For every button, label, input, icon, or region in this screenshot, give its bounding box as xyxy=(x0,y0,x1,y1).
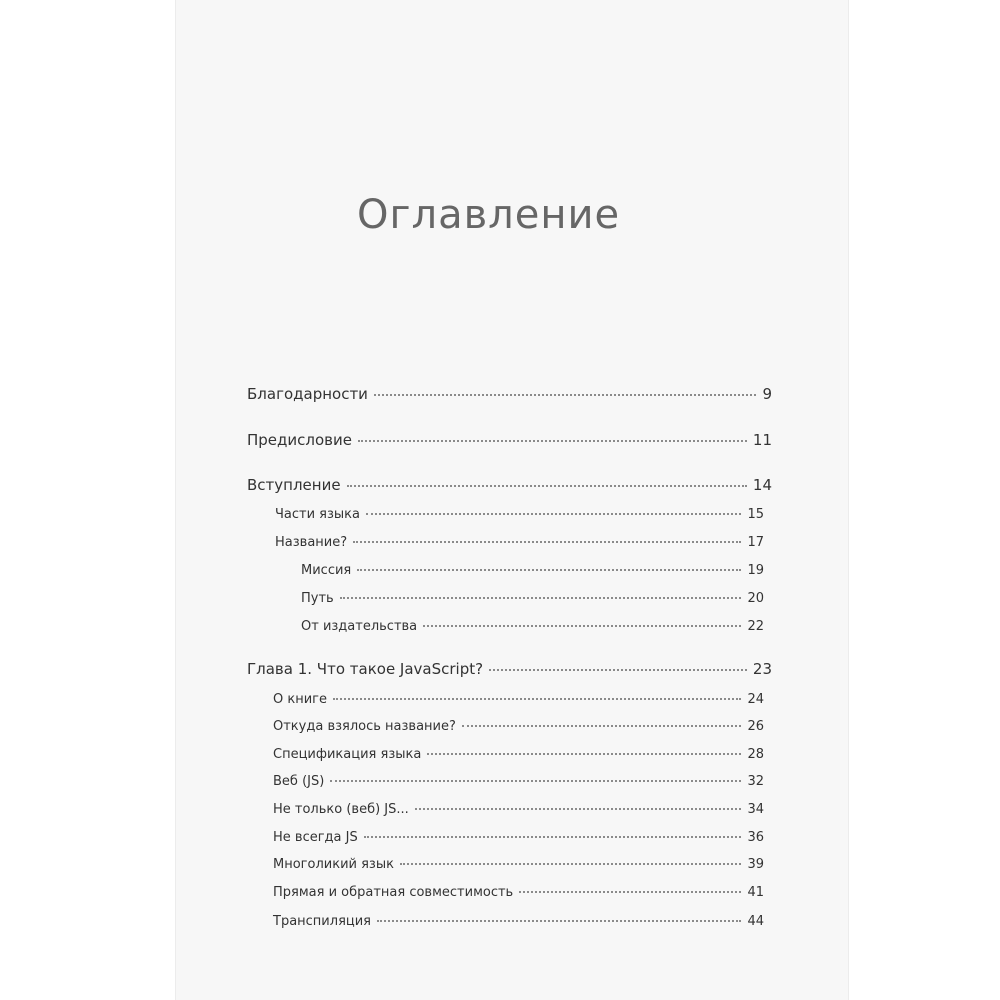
dot-leader xyxy=(333,698,741,700)
toc-page-number: 24 xyxy=(747,692,764,707)
toc-page-number: 34 xyxy=(747,802,764,817)
dot-leader xyxy=(462,725,742,727)
toc-page-number: 39 xyxy=(747,857,764,872)
dot-leader xyxy=(427,753,741,755)
toc-entry-title: Название? xyxy=(275,535,348,550)
toc-entry-title: От издательства xyxy=(301,619,418,634)
toc-entry-chapter-1[interactable] xyxy=(247,660,772,684)
toc-entry-mission[interactable] xyxy=(301,563,764,587)
toc-entry-title: Транспиляция xyxy=(273,914,372,929)
toc-entry-title: Путь xyxy=(301,591,334,606)
toc-entry-multifaceted-language[interactable] xyxy=(273,857,764,881)
toc-entry-title: Откуда взялось название? xyxy=(273,719,456,734)
toc-entry-language-parts[interactable] xyxy=(275,507,764,531)
toc-page-number: 11 xyxy=(752,431,772,449)
dot-leader xyxy=(400,863,742,865)
toc-page-number: 26 xyxy=(747,719,764,734)
dot-leader xyxy=(340,597,742,599)
toc-entry-path[interactable] xyxy=(301,591,764,615)
dot-leader xyxy=(423,625,741,627)
toc-entry-title: Вступление xyxy=(247,476,341,494)
toc-entry-title: Не только (веб) JS... xyxy=(273,802,409,817)
toc-entry-title: О книге xyxy=(273,692,327,707)
dot-leader xyxy=(519,891,741,893)
book-page xyxy=(176,0,848,1000)
toc-entry-title: Прямая и обратная совместимость xyxy=(273,885,514,900)
toc-entry-title: Глава 1. Что такое JavaScript? xyxy=(247,660,484,678)
toc-page-number: 32 xyxy=(747,774,764,789)
toc-entry-title: Предисловие xyxy=(247,431,352,449)
toc-entry-name[interactable] xyxy=(275,535,764,559)
toc-page-number: 36 xyxy=(747,830,764,845)
toc-entry-compatibility[interactable] xyxy=(273,885,764,909)
dot-leader xyxy=(366,513,741,515)
toc-entry-name-origin[interactable] xyxy=(273,719,764,743)
table-of-contents xyxy=(176,0,848,1000)
toc-page-number: 20 xyxy=(747,591,764,606)
toc-entry-title: Части языка xyxy=(275,507,360,522)
toc-page-number: 19 xyxy=(747,563,764,578)
toc-entry-about-book[interactable] xyxy=(273,692,764,716)
dot-leader xyxy=(330,780,741,782)
toc-page-number: 28 xyxy=(747,747,764,762)
dot-leader xyxy=(489,669,747,671)
toc-entry-not-only-web-js[interactable] xyxy=(273,802,764,826)
toc-entry-foreword[interactable] xyxy=(247,431,772,455)
toc-entry-title: Миссия xyxy=(301,563,352,578)
dot-leader xyxy=(357,569,741,571)
dot-leader xyxy=(347,485,747,487)
dot-leader xyxy=(374,394,757,396)
toc-entry-title: Не всегда JS xyxy=(273,830,358,845)
toc-page-number: 23 xyxy=(752,660,772,678)
toc-page-number: 17 xyxy=(747,535,764,550)
dot-leader xyxy=(358,440,747,442)
page-title: Оглавление xyxy=(357,192,621,238)
toc-page-number: 14 xyxy=(752,476,772,494)
toc-entry-from-publisher[interactable] xyxy=(301,619,764,643)
toc-entry-acknowledgements[interactable] xyxy=(247,385,772,409)
toc-page-number: 15 xyxy=(747,507,764,522)
dot-leader xyxy=(353,541,741,543)
dot-leader xyxy=(364,836,742,838)
toc-page-number: 41 xyxy=(747,885,764,900)
toc-page-number: 44 xyxy=(747,914,764,929)
toc-entry-transpilation[interactable] xyxy=(273,914,764,938)
toc-entry-web-js[interactable] xyxy=(273,774,764,798)
toc-entry-introduction[interactable] xyxy=(247,476,772,500)
toc-entry-title: Благодарности xyxy=(247,385,368,403)
toc-entry-language-spec[interactable] xyxy=(273,747,764,771)
toc-page-number: 9 xyxy=(762,385,772,403)
dot-leader xyxy=(377,920,741,922)
toc-entry-title: Многоликий язык xyxy=(273,857,394,872)
toc-page-number: 22 xyxy=(747,619,764,634)
dot-leader xyxy=(415,808,742,810)
toc-entry-not-always-js[interactable] xyxy=(273,830,764,854)
toc-entry-title: Спецификация языка xyxy=(273,747,422,762)
toc-entry-title: Веб (JS) xyxy=(273,774,325,789)
